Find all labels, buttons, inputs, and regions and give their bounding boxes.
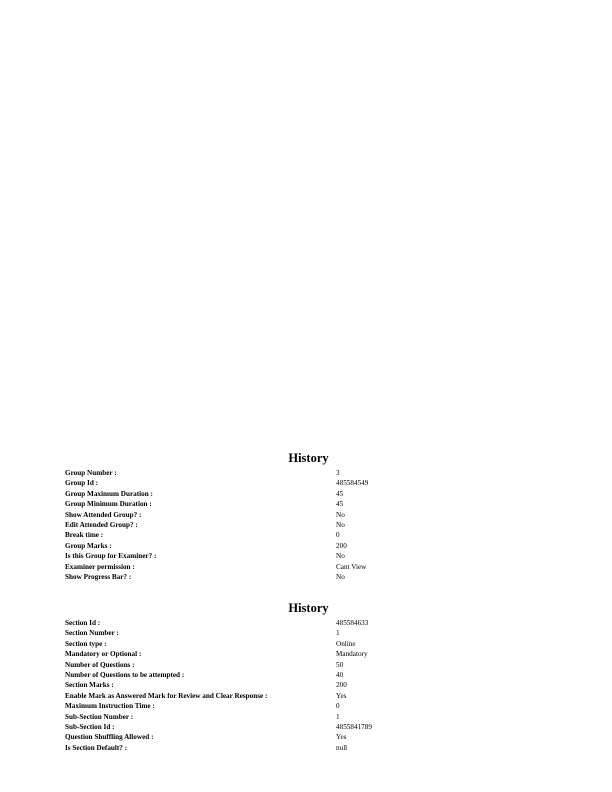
section-detail-value: Online bbox=[336, 639, 356, 648]
group-detail-label: Show Attended Group? : bbox=[65, 510, 142, 519]
section-details-block bbox=[0, 601, 612, 753]
section-detail-value: Yes bbox=[336, 691, 347, 700]
group-detail-label: Show Progress Bar? : bbox=[65, 572, 132, 581]
section-detail-label: Section Id : bbox=[65, 619, 101, 627]
section-detail-label: Sub-Section Id : bbox=[65, 722, 115, 731]
section-detail-row bbox=[0, 701, 612, 711]
section-detail-label: Question Shuffling Allowed : bbox=[65, 733, 154, 742]
group-detail-label: Group Id : bbox=[65, 479, 99, 488]
group-detail-value: 485584549 bbox=[336, 479, 369, 488]
section-detail-row bbox=[0, 639, 612, 649]
group-detail-label: Group Minimum Duration : bbox=[65, 500, 152, 509]
section-detail-label: Maximum Instruction Time : bbox=[65, 702, 155, 711]
section-detail-label: Sub-Section Number : bbox=[65, 712, 134, 721]
section-detail-row bbox=[0, 680, 612, 690]
group-detail-row bbox=[0, 541, 612, 551]
group-details-list bbox=[0, 468, 612, 582]
group-detail-row bbox=[0, 530, 612, 540]
group-detail-row bbox=[0, 572, 612, 582]
group-detail-value: 45 bbox=[336, 489, 344, 498]
group-detail-row bbox=[0, 520, 612, 530]
section-detail-label: Mandatory or Optional : bbox=[65, 650, 142, 659]
group-detail-row bbox=[0, 562, 612, 572]
section-detail-value: 200 bbox=[336, 681, 347, 690]
section-detail-value: 485584633 bbox=[336, 619, 369, 627]
section-detail-row bbox=[0, 722, 612, 732]
section-detail-label: Number of Questions : bbox=[65, 660, 135, 669]
section-detail-row bbox=[0, 743, 612, 753]
group-detail-label: Is this Group for Examiner? : bbox=[65, 552, 157, 561]
group-detail-row bbox=[0, 551, 612, 561]
group-detail-row bbox=[0, 478, 612, 488]
section-detail-value: 1 bbox=[336, 712, 340, 721]
group-detail-value: No bbox=[336, 552, 345, 561]
section-details-list bbox=[0, 618, 612, 753]
group-detail-label: Examiner permission : bbox=[65, 562, 135, 571]
group-block-title: History bbox=[288, 451, 329, 465]
section-detail-value: 1 bbox=[336, 629, 340, 638]
section-detail-value: 4855841789 bbox=[336, 722, 372, 731]
group-detail-value: 200 bbox=[336, 541, 347, 550]
group-detail-value: 0 bbox=[336, 531, 340, 540]
group-detail-value: No bbox=[336, 520, 345, 529]
section-detail-value: Mandatory bbox=[336, 650, 368, 659]
group-detail-label: Break time : bbox=[65, 531, 104, 540]
group-detail-row bbox=[0, 499, 612, 509]
group-detail-value: 3 bbox=[336, 469, 340, 477]
group-detail-label: Group Marks : bbox=[65, 541, 112, 550]
group-detail-value: 45 bbox=[336, 500, 344, 509]
faint-dot-mark: · bbox=[415, 237, 417, 242]
group-detail-value: No bbox=[336, 510, 345, 519]
section-detail-value: null bbox=[336, 743, 348, 752]
section-detail-value: 40 bbox=[336, 670, 344, 679]
section-detail-label: Number of Questions to be attempted : bbox=[65, 670, 185, 679]
section-detail-value: 0 bbox=[336, 702, 340, 711]
group-detail-row bbox=[0, 468, 612, 478]
section-detail-label: Section type : bbox=[65, 639, 107, 648]
group-detail-row bbox=[0, 510, 612, 520]
section-detail-label: Enable Mark as Answered Mark for Review and Clear Response : bbox=[65, 691, 268, 700]
section-detail-row bbox=[0, 732, 612, 742]
section-detail-row bbox=[0, 712, 612, 722]
section-detail-row bbox=[0, 691, 612, 701]
group-detail-label: Group Maximum Duration : bbox=[65, 489, 153, 498]
group-detail-value: No bbox=[336, 572, 345, 581]
section-detail-label: Section Number : bbox=[65, 629, 119, 638]
group-detail-label: Edit Attended Group? : bbox=[65, 520, 138, 529]
section-detail-label: Section Marks : bbox=[65, 681, 114, 690]
section-detail-row bbox=[0, 670, 612, 680]
section-detail-row bbox=[0, 628, 612, 638]
section-detail-row bbox=[0, 618, 612, 628]
group-details-block bbox=[0, 451, 612, 582]
group-detail-value: Cant View bbox=[336, 562, 367, 571]
section-detail-row bbox=[0, 649, 612, 659]
section-block-title: History bbox=[288, 601, 329, 615]
section-detail-value: Yes bbox=[336, 733, 347, 742]
section-detail-row bbox=[0, 660, 612, 670]
section-detail-label: Is Section Default? : bbox=[65, 743, 128, 752]
section-detail-value: 50 bbox=[336, 660, 344, 669]
group-detail-row bbox=[0, 489, 612, 499]
group-detail-label: Group Number : bbox=[65, 469, 117, 477]
